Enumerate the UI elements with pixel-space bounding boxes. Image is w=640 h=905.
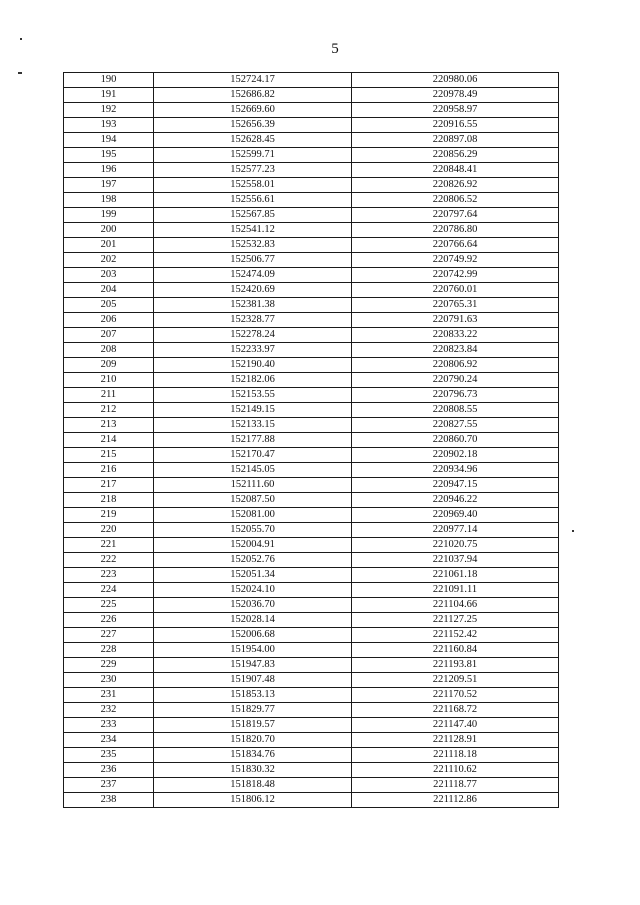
- x-coordinate-cell: 152182.06: [154, 373, 352, 388]
- point-number-cell: 200: [64, 223, 154, 238]
- x-coordinate-cell: 152558.01: [154, 178, 352, 193]
- point-number-cell: 208: [64, 343, 154, 358]
- x-coordinate-cell: 152599.71: [154, 148, 352, 163]
- table-row: [64, 763, 559, 778]
- x-coordinate-cell: 152686.82: [154, 88, 352, 103]
- x-coordinate-cell: 151829.77: [154, 703, 352, 718]
- table-row: [64, 358, 559, 373]
- table-row: [64, 673, 559, 688]
- table-row: [64, 88, 559, 103]
- y-coordinate-cell: 220897.08: [352, 133, 559, 148]
- y-coordinate-cell: 220790.24: [352, 373, 559, 388]
- point-number-cell: 224: [64, 583, 154, 598]
- x-coordinate-cell: 152051.34: [154, 568, 352, 583]
- point-number-cell: 227: [64, 628, 154, 643]
- table-row: [64, 448, 559, 463]
- table-row: [64, 628, 559, 643]
- table-row: [64, 688, 559, 703]
- table-row: [64, 583, 559, 598]
- y-coordinate-cell: 220827.55: [352, 418, 559, 433]
- x-coordinate-cell: 152170.47: [154, 448, 352, 463]
- table-row: [64, 793, 559, 808]
- y-coordinate-cell: 221020.75: [352, 538, 559, 553]
- x-coordinate-cell: 152420.69: [154, 283, 352, 298]
- y-coordinate-cell: 220916.55: [352, 118, 559, 133]
- y-coordinate-cell: 220786.80: [352, 223, 559, 238]
- point-number-cell: 220: [64, 523, 154, 538]
- x-coordinate-cell: 151853.13: [154, 688, 352, 703]
- x-coordinate-cell: 152087.50: [154, 493, 352, 508]
- y-coordinate-cell: 221091.11: [352, 583, 559, 598]
- y-coordinate-cell: 221160.84: [352, 643, 559, 658]
- y-coordinate-cell: 221128.91: [352, 733, 559, 748]
- x-coordinate-cell: 152556.61: [154, 193, 352, 208]
- y-coordinate-cell: 221061.18: [352, 568, 559, 583]
- point-number-cell: 212: [64, 403, 154, 418]
- point-number-cell: 226: [64, 613, 154, 628]
- table-row: [64, 283, 559, 298]
- x-coordinate-cell: 151818.48: [154, 778, 352, 793]
- table-row: [64, 178, 559, 193]
- table-row: [64, 328, 559, 343]
- y-coordinate-cell: 220934.96: [352, 463, 559, 478]
- scan-speck: [572, 530, 574, 532]
- x-coordinate-cell: 152506.77: [154, 253, 352, 268]
- table-row: [64, 133, 559, 148]
- y-coordinate-cell: 220796.73: [352, 388, 559, 403]
- page-number: 5: [331, 41, 339, 57]
- y-coordinate-cell: 221118.77: [352, 778, 559, 793]
- point-number-cell: 207: [64, 328, 154, 343]
- table-row: [64, 538, 559, 553]
- table-row: [64, 238, 559, 253]
- table-row: [64, 193, 559, 208]
- y-coordinate-cell: 221147.40: [352, 718, 559, 733]
- point-number-cell: 235: [64, 748, 154, 763]
- y-coordinate-cell: 221209.51: [352, 673, 559, 688]
- y-coordinate-cell: 220823.84: [352, 343, 559, 358]
- table-row: [64, 73, 559, 88]
- table-row: [64, 553, 559, 568]
- y-coordinate-cell: 220766.64: [352, 238, 559, 253]
- table-row: [64, 658, 559, 673]
- x-coordinate-cell: 152328.77: [154, 313, 352, 328]
- table-row: [64, 223, 559, 238]
- point-number-cell: 191: [64, 88, 154, 103]
- point-number-cell: 214: [64, 433, 154, 448]
- x-coordinate-cell: 152177.88: [154, 433, 352, 448]
- coordinates-table-container: [63, 72, 558, 808]
- point-number-cell: 197: [64, 178, 154, 193]
- x-coordinate-cell: 152145.05: [154, 463, 352, 478]
- x-coordinate-cell: 152055.70: [154, 523, 352, 538]
- y-coordinate-cell: 220946.22: [352, 493, 559, 508]
- x-coordinate-cell: 152577.23: [154, 163, 352, 178]
- table-row: [64, 418, 559, 433]
- table-row: [64, 523, 559, 538]
- point-number-cell: 217: [64, 478, 154, 493]
- table-row: [64, 508, 559, 523]
- x-coordinate-cell: 152111.60: [154, 478, 352, 493]
- x-coordinate-cell: 151834.76: [154, 748, 352, 763]
- y-coordinate-cell: 221127.25: [352, 613, 559, 628]
- point-number-cell: 203: [64, 268, 154, 283]
- x-coordinate-cell: 152028.14: [154, 613, 352, 628]
- x-coordinate-cell: 151907.48: [154, 673, 352, 688]
- x-coordinate-cell: 151830.32: [154, 763, 352, 778]
- y-coordinate-cell: 220980.06: [352, 73, 559, 88]
- y-coordinate-cell: 220856.29: [352, 148, 559, 163]
- table-row: [64, 433, 559, 448]
- table-row: [64, 643, 559, 658]
- y-coordinate-cell: 220902.18: [352, 448, 559, 463]
- y-coordinate-cell: 220806.92: [352, 358, 559, 373]
- point-number-cell: 231: [64, 688, 154, 703]
- coordinates-table: [63, 72, 559, 808]
- table-row: [64, 568, 559, 583]
- x-coordinate-cell: 152149.15: [154, 403, 352, 418]
- y-coordinate-cell: 221037.94: [352, 553, 559, 568]
- point-number-cell: 221: [64, 538, 154, 553]
- point-number-cell: 222: [64, 553, 154, 568]
- point-number-cell: 192: [64, 103, 154, 118]
- x-coordinate-cell: 152024.10: [154, 583, 352, 598]
- y-coordinate-cell: 220860.70: [352, 433, 559, 448]
- x-coordinate-cell: 152669.60: [154, 103, 352, 118]
- table-row: [64, 598, 559, 613]
- point-number-cell: 229: [64, 658, 154, 673]
- table-row: [64, 343, 559, 358]
- x-coordinate-cell: 152532.83: [154, 238, 352, 253]
- point-number-cell: 223: [64, 568, 154, 583]
- x-coordinate-cell: 152233.97: [154, 343, 352, 358]
- y-coordinate-cell: 221168.72: [352, 703, 559, 718]
- x-coordinate-cell: 152081.00: [154, 508, 352, 523]
- x-coordinate-cell: 152278.24: [154, 328, 352, 343]
- x-coordinate-cell: 152036.70: [154, 598, 352, 613]
- y-coordinate-cell: 220797.64: [352, 208, 559, 223]
- point-number-cell: 196: [64, 163, 154, 178]
- point-number-cell: 234: [64, 733, 154, 748]
- y-coordinate-cell: 221152.42: [352, 628, 559, 643]
- point-number-cell: 190: [64, 73, 154, 88]
- x-coordinate-cell: 152567.85: [154, 208, 352, 223]
- x-coordinate-cell: 152052.76: [154, 553, 352, 568]
- point-number-cell: 233: [64, 718, 154, 733]
- y-coordinate-cell: 221170.52: [352, 688, 559, 703]
- point-number-cell: 225: [64, 598, 154, 613]
- point-number-cell: 199: [64, 208, 154, 223]
- x-coordinate-cell: 152656.39: [154, 118, 352, 133]
- y-coordinate-cell: 220833.22: [352, 328, 559, 343]
- point-number-cell: 193: [64, 118, 154, 133]
- point-number-cell: 236: [64, 763, 154, 778]
- y-coordinate-cell: 220848.41: [352, 163, 559, 178]
- table-row: [64, 118, 559, 133]
- point-number-cell: 215: [64, 448, 154, 463]
- x-coordinate-cell: 152381.38: [154, 298, 352, 313]
- x-coordinate-cell: 152190.40: [154, 358, 352, 373]
- scan-speck: [20, 38, 22, 40]
- point-number-cell: 216: [64, 463, 154, 478]
- point-number-cell: 198: [64, 193, 154, 208]
- table-row: [64, 478, 559, 493]
- y-coordinate-cell: 221104.66: [352, 598, 559, 613]
- table-row: [64, 403, 559, 418]
- point-number-cell: 238: [64, 793, 154, 808]
- point-number-cell: 204: [64, 283, 154, 298]
- y-coordinate-cell: 220958.97: [352, 103, 559, 118]
- point-number-cell: 194: [64, 133, 154, 148]
- table-row: [64, 298, 559, 313]
- x-coordinate-cell: 151819.57: [154, 718, 352, 733]
- y-coordinate-cell: 220977.14: [352, 523, 559, 538]
- scan-speck: [18, 72, 22, 74]
- table-row: [64, 373, 559, 388]
- point-number-cell: 232: [64, 703, 154, 718]
- y-coordinate-cell: 220765.31: [352, 298, 559, 313]
- table-row: [64, 748, 559, 763]
- x-coordinate-cell: 152628.45: [154, 133, 352, 148]
- x-coordinate-cell: 152541.12: [154, 223, 352, 238]
- point-number-cell: 219: [64, 508, 154, 523]
- table-row: [64, 733, 559, 748]
- y-coordinate-cell: 221193.81: [352, 658, 559, 673]
- point-number-cell: 206: [64, 313, 154, 328]
- point-number-cell: 210: [64, 373, 154, 388]
- table-row: [64, 613, 559, 628]
- point-number-cell: 211: [64, 388, 154, 403]
- table-row: [64, 148, 559, 163]
- point-number-cell: 237: [64, 778, 154, 793]
- y-coordinate-cell: 220969.40: [352, 508, 559, 523]
- x-coordinate-cell: 152004.91: [154, 538, 352, 553]
- y-coordinate-cell: 220806.52: [352, 193, 559, 208]
- y-coordinate-cell: 221118.18: [352, 748, 559, 763]
- point-number-cell: 213: [64, 418, 154, 433]
- y-coordinate-cell: 220742.99: [352, 268, 559, 283]
- table-row: [64, 313, 559, 328]
- y-coordinate-cell: 220791.63: [352, 313, 559, 328]
- table-row: [64, 163, 559, 178]
- table-row: [64, 253, 559, 268]
- point-number-cell: 202: [64, 253, 154, 268]
- table-row: [64, 778, 559, 793]
- point-number-cell: 218: [64, 493, 154, 508]
- x-coordinate-cell: 151820.70: [154, 733, 352, 748]
- table-row: [64, 493, 559, 508]
- point-number-cell: 205: [64, 298, 154, 313]
- point-number-cell: 230: [64, 673, 154, 688]
- y-coordinate-cell: 220808.55: [352, 403, 559, 418]
- y-coordinate-cell: 220947.15: [352, 478, 559, 493]
- table-row: [64, 208, 559, 223]
- y-coordinate-cell: 220826.92: [352, 178, 559, 193]
- coordinates-table-body: [64, 73, 559, 808]
- table-row: [64, 268, 559, 283]
- y-coordinate-cell: 221110.62: [352, 763, 559, 778]
- table-row: [64, 463, 559, 478]
- y-coordinate-cell: 220978.49: [352, 88, 559, 103]
- point-number-cell: 201: [64, 238, 154, 253]
- y-coordinate-cell: 220749.92: [352, 253, 559, 268]
- x-coordinate-cell: 152724.17: [154, 73, 352, 88]
- x-coordinate-cell: 151947.83: [154, 658, 352, 673]
- x-coordinate-cell: 152133.15: [154, 418, 352, 433]
- y-coordinate-cell: 220760.01: [352, 283, 559, 298]
- point-number-cell: 228: [64, 643, 154, 658]
- table-row: [64, 388, 559, 403]
- table-row: [64, 703, 559, 718]
- x-coordinate-cell: 151806.12: [154, 793, 352, 808]
- y-coordinate-cell: 221112.86: [352, 793, 559, 808]
- point-number-cell: 195: [64, 148, 154, 163]
- x-coordinate-cell: 152474.09: [154, 268, 352, 283]
- x-coordinate-cell: 152006.68: [154, 628, 352, 643]
- point-number-cell: 209: [64, 358, 154, 373]
- x-coordinate-cell: 151954.00: [154, 643, 352, 658]
- table-row: [64, 103, 559, 118]
- table-row: [64, 718, 559, 733]
- x-coordinate-cell: 152153.55: [154, 388, 352, 403]
